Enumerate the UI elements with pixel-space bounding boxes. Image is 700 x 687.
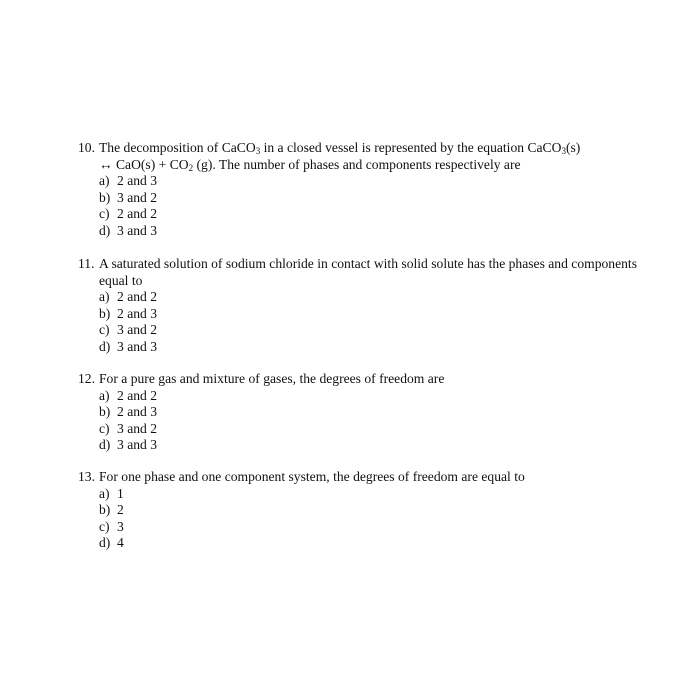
option-letter: d) — [99, 535, 111, 550]
question-10-stem — [78, 140, 638, 173]
question-12-stem — [78, 371, 638, 388]
option-text: 2 and 2 — [117, 289, 158, 304]
question-10-stem-line-2 — [99, 157, 638, 174]
stem-text: For a pure gas and mixture of gases, the degrees of freedom are — [99, 371, 445, 386]
question-13-stem — [78, 469, 638, 486]
option-letter: c) — [99, 206, 110, 221]
question-number: 13. — [78, 469, 95, 484]
question-number: 10. — [78, 140, 95, 155]
stem-text: ↔ CaO(s) + CO — [99, 156, 189, 172]
option-letter: c) — [99, 322, 110, 337]
option-a — [78, 388, 638, 405]
option-text: 3 and 3 — [117, 338, 158, 354]
stem-text: For one phase and one component system, the degrees of freedom are equal to — [99, 469, 525, 484]
option-d — [78, 535, 638, 552]
stem-text: (s) — [565, 140, 581, 155]
option-text: 3 and 3 — [117, 437, 158, 452]
stem-text: A saturated solution of sodium chloride in contact with solid solute has the phases and components equal to — [99, 256, 637, 288]
question-number: 11. — [78, 256, 95, 271]
option-list — [78, 486, 638, 552]
question-13 — [78, 469, 638, 552]
option-letter: a) — [99, 485, 110, 501]
option-text: 2 and 3 — [117, 173, 158, 188]
option-letter: a) — [99, 289, 110, 304]
option-letter: a) — [99, 387, 110, 403]
option-text: 3 and 2 — [117, 322, 158, 337]
option-letter: b) — [99, 404, 111, 419]
option-list — [78, 173, 638, 239]
option-c — [78, 206, 638, 223]
option-d — [78, 339, 638, 356]
subscript: 3 — [561, 146, 566, 156]
subscript: 2 — [188, 162, 194, 173]
option-a — [78, 486, 638, 503]
option-text: 2 and 2 — [117, 387, 158, 403]
option-d — [78, 437, 638, 454]
stem-text: (g). The number of phases and components respectively are — [193, 156, 521, 172]
question-11 — [78, 256, 638, 355]
option-letter: a) — [99, 173, 110, 188]
option-text: 2 — [117, 502, 124, 517]
option-a — [78, 289, 638, 306]
option-a — [78, 173, 638, 190]
subscript: 3 — [255, 146, 261, 156]
option-letter: b) — [99, 502, 111, 517]
stem-text: The decomposition of CaCO — [99, 140, 256, 155]
option-text: 2 and 3 — [117, 305, 158, 321]
option-c — [78, 322, 638, 339]
option-list — [78, 289, 638, 355]
option-text: 3 and 2 — [117, 420, 158, 436]
option-text: 3 — [117, 518, 124, 534]
option-text: 1 — [117, 485, 124, 501]
option-letter: c) — [99, 420, 110, 436]
option-d — [78, 223, 638, 240]
option-letter: b) — [99, 189, 111, 205]
option-text: 2 and 2 — [117, 206, 158, 221]
option-c — [78, 519, 638, 536]
option-letter: d) — [99, 437, 111, 452]
question-11-stem — [78, 256, 638, 289]
option-letter: b) — [99, 305, 111, 321]
option-text: 3 and 2 — [117, 189, 158, 205]
option-text: 4 — [117, 535, 124, 550]
option-b — [78, 502, 638, 519]
option-letter: c) — [99, 518, 110, 534]
stem-text: in a closed vessel is represented by the equation CaCO — [260, 140, 562, 155]
question-12 — [78, 371, 638, 454]
option-text: 3 and 3 — [117, 222, 158, 238]
option-text: 2 and 3 — [117, 404, 158, 419]
option-letter: d) — [99, 222, 111, 238]
option-list — [78, 388, 638, 454]
question-10-stem-line-1 — [99, 140, 638, 157]
option-b — [78, 306, 638, 323]
option-b — [78, 190, 638, 207]
question-10 — [78, 140, 638, 239]
option-letter: d) — [99, 338, 111, 354]
question-number: 12. — [78, 371, 95, 386]
option-c — [78, 421, 638, 438]
option-b — [78, 404, 638, 421]
